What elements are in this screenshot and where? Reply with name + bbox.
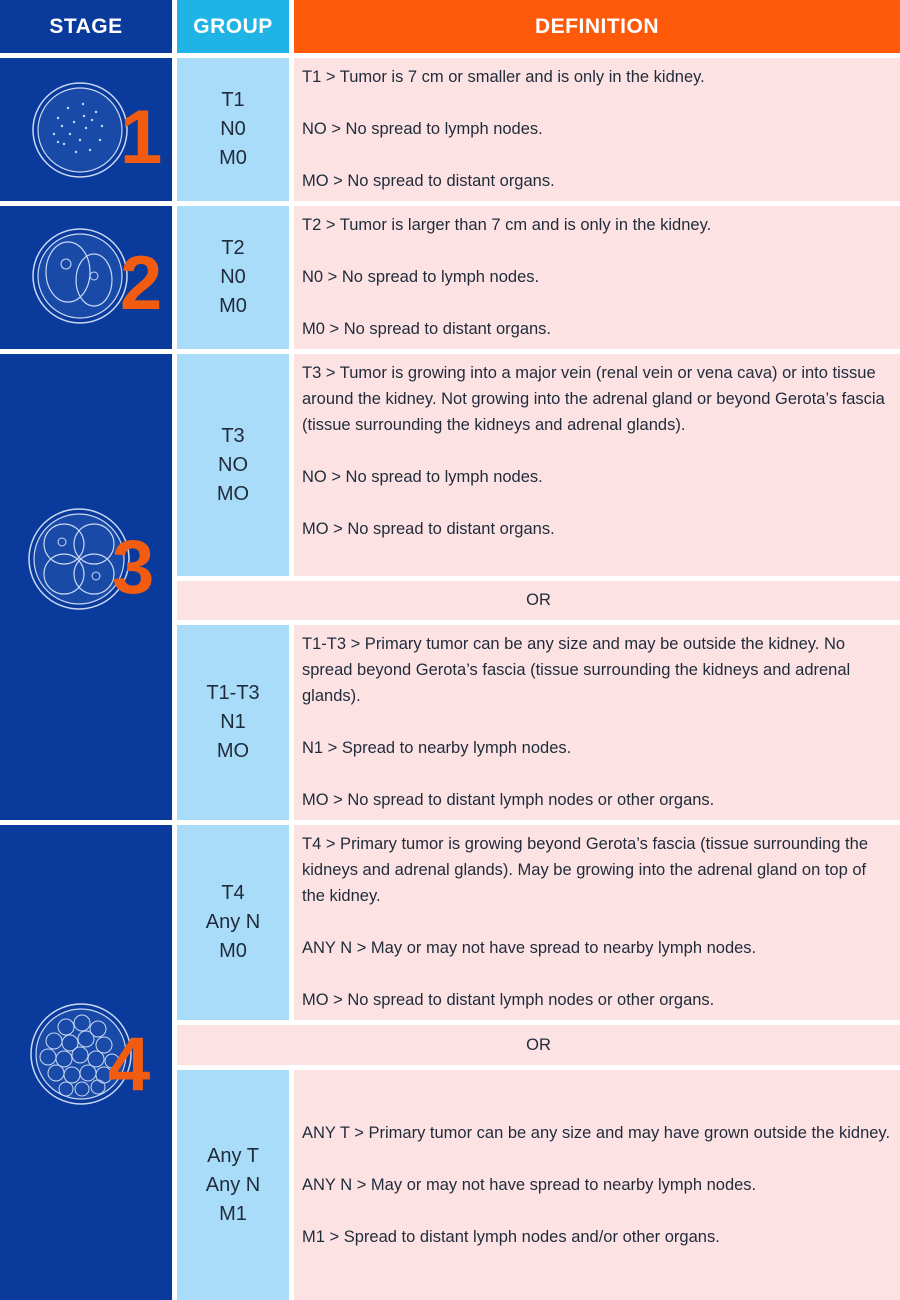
definition-text: T2 > Tumor is larger than 7 cm and is only in the kidney. <box>302 216 712 234</box>
definition-text: T1 > Tumor is 7 cm or smaller and is only in the kidney. <box>302 68 705 86</box>
or-divider: OR <box>177 581 900 620</box>
definition-text: MO > No spread to distant lymph nodes or other organs. <box>302 791 715 809</box>
definition-text: M0 > No spread to distant organs. <box>302 320 552 338</box>
group-line: NO <box>218 453 248 476</box>
definition-cell <box>294 1070 900 1300</box>
stage-3-cell <box>0 354 172 820</box>
group-line: T3 <box>221 424 245 447</box>
stage-4-cell <box>0 825 172 1300</box>
group-cell <box>177 58 289 201</box>
group-line: MO <box>216 482 250 505</box>
group-line: T2 <box>221 237 245 259</box>
definition-cell <box>294 625 900 820</box>
group-line: T4 <box>221 882 245 904</box>
definition-text: T3 > Tumor is growing into a major vein (renal vein or vena cava) or into tissue around the kidney. Not growing into the adrenal gland or beyond Gerota’s fascia (tissue surrounding the kidneys and adrenal glands). <box>302 364 885 434</box>
stage-number: 2 <box>120 241 163 326</box>
group-cell <box>177 625 289 820</box>
definition-text: N1 > Spread to nearby lymph nodes. <box>302 739 572 757</box>
group-line: M0 <box>219 147 247 169</box>
group-line: T1 <box>221 89 245 111</box>
group-line: T1-T3 <box>206 682 260 704</box>
stage-2-cell <box>0 206 172 349</box>
group-line: M0 <box>219 940 247 962</box>
group-header: GROUP <box>177 0 289 53</box>
definition-text: MO > No spread to distant organs. <box>302 172 555 190</box>
two-cell-icon <box>28 224 132 328</box>
stage-header: STAGE <box>0 0 172 53</box>
definition-cell <box>294 354 900 576</box>
or-divider: OR <box>177 1025 900 1065</box>
group-line: N0 <box>220 118 246 140</box>
definition-text: ANY N > May or may not have spread to nearby lymph nodes. <box>302 1176 757 1194</box>
definition-text: MO > No spread to distant lymph nodes or other organs. <box>302 991 715 1009</box>
group-line: M0 <box>219 295 247 317</box>
definition-text: NO > No spread to lymph nodes. <box>302 120 543 138</box>
group-line: M1 <box>219 1202 247 1225</box>
definition-cell <box>294 206 900 349</box>
group-line: Any N <box>205 1173 261 1196</box>
definition-text: ANY T > Primary tumor can be any size and may have grown outside the kidney. <box>302 1124 891 1142</box>
group-line: Any N <box>205 911 261 933</box>
group-line: Any T <box>207 1144 259 1167</box>
definition-text: N0 > No spread to lymph nodes. <box>302 268 540 286</box>
stage-number: 3 <box>112 525 155 610</box>
definition-cell <box>294 58 900 201</box>
stage-number: 4 <box>108 1022 151 1107</box>
definition-text: ANY N > May or may not have spread to nearby lymph nodes. <box>302 939 757 957</box>
definition-text: M1 > Spread to distant lymph nodes and/or other organs. <box>302 1228 720 1246</box>
group-line: MO <box>216 740 250 762</box>
single-cell-icon <box>28 78 132 182</box>
group-cell <box>177 1070 289 1300</box>
group-line: N1 <box>220 711 246 733</box>
definition-text: MO > No spread to distant organs. <box>302 520 555 538</box>
stage-number: 1 <box>120 95 163 180</box>
definition-text: T4 > Primary tumor is growing beyond Gerota’s fascia (tissue surrounding the kidneys and adrenal glands). May be growing into the adrenal gland on top of the kidney. <box>302 835 868 905</box>
group-line: N0 <box>220 266 246 288</box>
definition-text: T1-T3 > Primary tumor can be any size and may be outside the kidney. No spread beyond Gerota’s fascia (tissue surrounding the kidneys and adrenal glands). <box>302 635 851 705</box>
definition-text: NO > No spread to lymph nodes. <box>302 468 543 486</box>
group-cell <box>177 825 289 1020</box>
group-cell <box>177 354 289 576</box>
group-cell <box>177 206 289 349</box>
definition-cell <box>294 825 900 1020</box>
definition-header: DEFINITION <box>294 0 900 53</box>
stage-1-cell <box>0 58 172 201</box>
